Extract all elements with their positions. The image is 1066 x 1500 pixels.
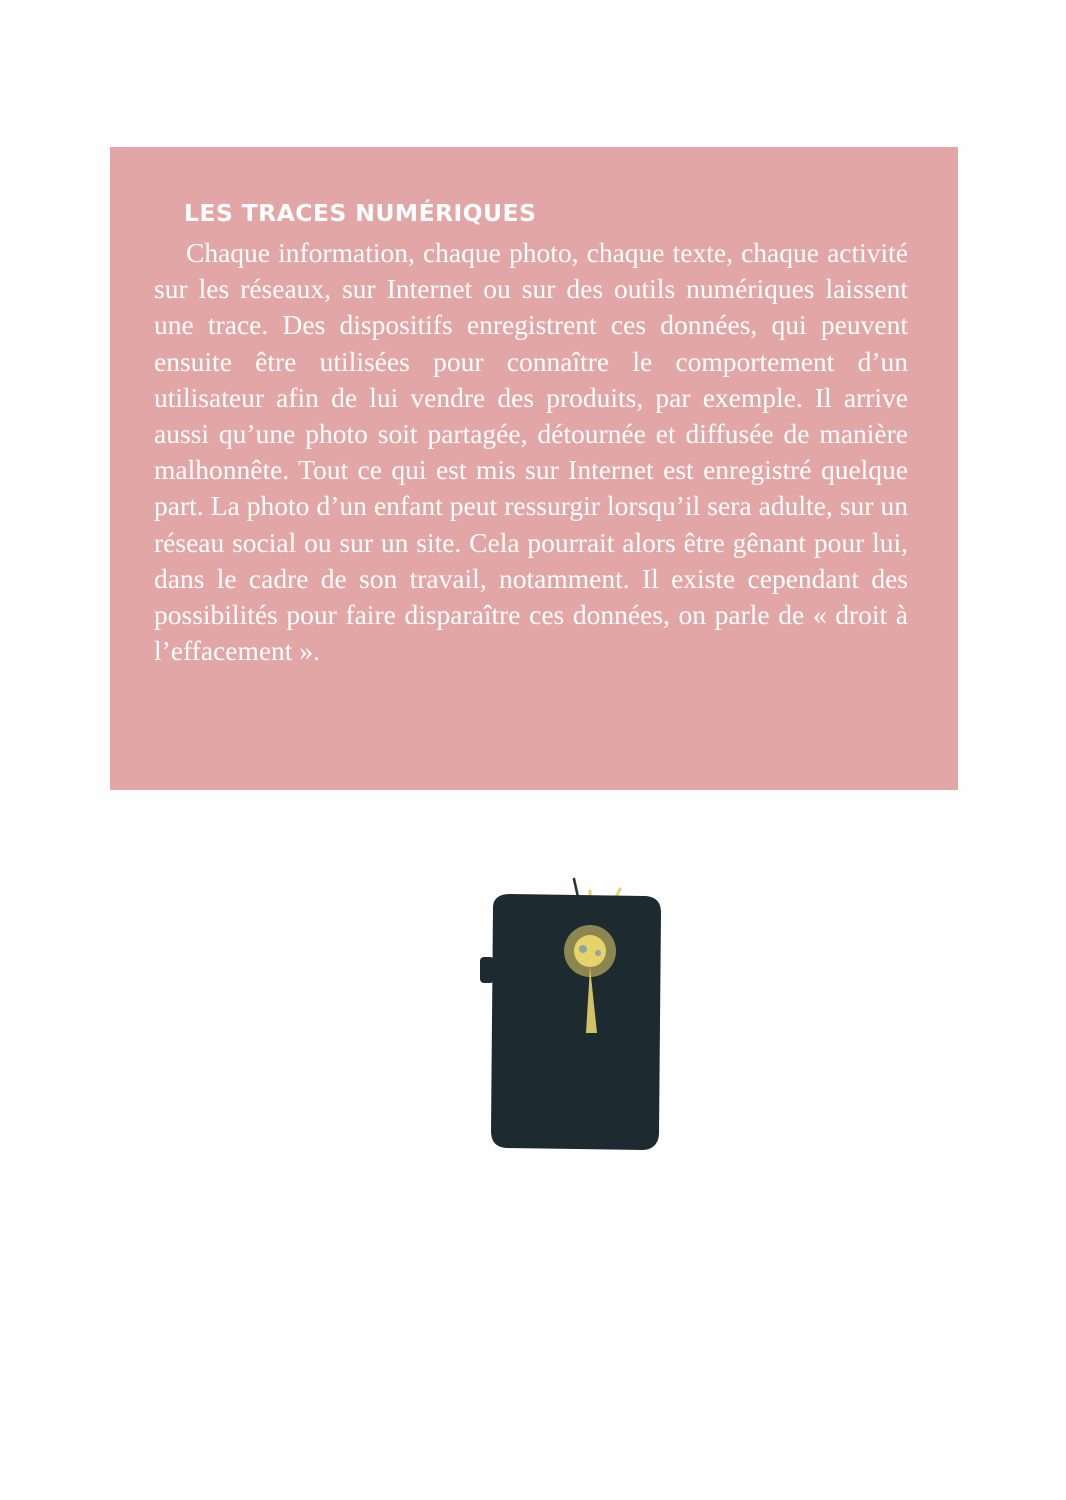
callout-title: LES TRACES NUMÉRIQUES: [184, 199, 537, 227]
pink-callout-box: [110, 147, 958, 790]
tablet-with-sparkle-illustration: [470, 861, 676, 1161]
tablet-side-button: [480, 957, 494, 983]
callout-body-text: Chaque information, chaque photo, chaque texte, chaque activité sur les réseaux, sur Internet ou sur des outils numériques laissent une trace. Des dispositifs enregistrent ces données, qui peuvent ensuite être utilisées pour connaître le comportement d’un utilisateur afin de lui vendre des produits, par exemple. Il arrive aussi qu’une photo soit partagée, détournée et diffusée de manière malhonnête. Tout ce qui est mis sur Internet est enregistré quelque part. La photo d’un enfant peut ressurgir lorsqu’il sera adulte, sur un réseau social ou sur un site. Cela pourrait alors être gênant pour lui, dans le cadre de son travail, notamment. Il existe cependant des possibilités pour faire disparaître ces données, on parle de « droit à l’effacement ».: [154, 237, 908, 667]
